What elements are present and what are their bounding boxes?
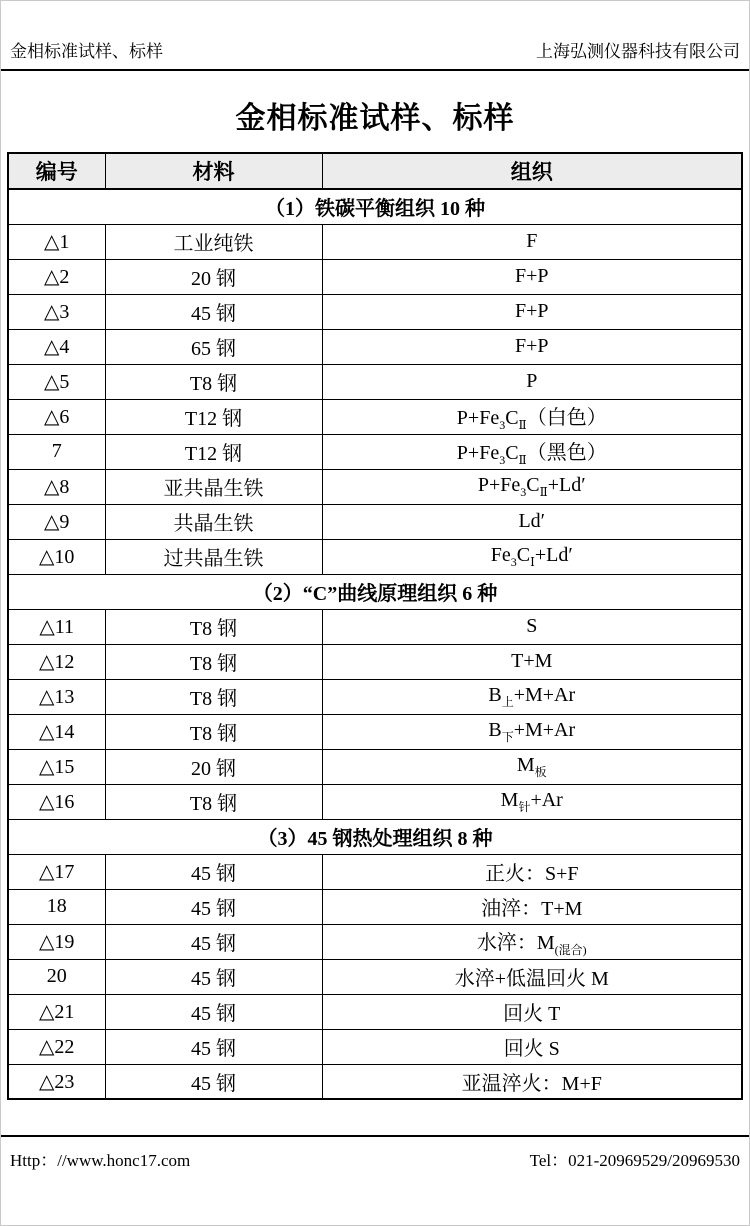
material-cell: 45 钢 (105, 854, 322, 889)
id-cell: △17 (8, 854, 105, 889)
page-footer (1, 1137, 749, 1171)
structure-cell: S (322, 609, 742, 644)
material-cell: 45 钢 (105, 1064, 322, 1099)
column-header-structure: 组织 (322, 153, 742, 189)
table-row (8, 399, 742, 434)
table-body (8, 189, 742, 1099)
table-row (8, 539, 742, 574)
id-cell: 18 (8, 889, 105, 924)
material-cell: 45 钢 (105, 924, 322, 959)
page-header-right: 上海弘测仪器科技有限公司 (536, 42, 740, 61)
table-row (8, 294, 742, 329)
table-row (8, 994, 742, 1029)
structure-cell: F+P (322, 294, 742, 329)
material-cell: 工业纯铁 (105, 224, 322, 259)
material-cell: T8 钢 (105, 609, 322, 644)
structure-cell: $B_下+M+Ar$ (322, 714, 742, 749)
table-row (8, 434, 742, 469)
column-header-id: 编号 (8, 153, 105, 189)
id-cell: △16 (8, 784, 105, 819)
id-cell: △15 (8, 749, 105, 784)
material-cell: T8 钢 (105, 714, 322, 749)
material-cell: 45 钢 (105, 294, 322, 329)
page-title: 金相标准试样、标样 (235, 102, 515, 135)
id-cell: △10 (8, 539, 105, 574)
structure-cell: 水淬+低温回火 M (322, 959, 742, 994)
table-row (8, 924, 742, 959)
material-cell: T12 钢 (105, 434, 322, 469)
id-cell: △9 (8, 504, 105, 539)
table-header-row (8, 153, 742, 189)
table-row (8, 714, 742, 749)
material-cell: 45 钢 (105, 959, 322, 994)
structure-cell: 亚温淬火：M+F (322, 1064, 742, 1099)
table-row (8, 364, 742, 399)
table-row (8, 609, 742, 644)
table-row (8, 329, 742, 364)
table-row (8, 889, 742, 924)
structure-cell: 回火 T (322, 994, 742, 1029)
id-cell: 7 (8, 434, 105, 469)
material-cell: 过共晶生铁 (105, 539, 322, 574)
page-header (1, 1, 749, 69)
structure-cell: $B_上+M+Ar$ (322, 679, 742, 714)
id-cell: △19 (8, 924, 105, 959)
table-row (8, 784, 742, 819)
id-cell: △8 (8, 469, 105, 504)
id-cell: △22 (8, 1029, 105, 1064)
material-cell: 20 钢 (105, 259, 322, 294)
table-row (8, 259, 742, 294)
table-row (8, 749, 742, 784)
material-cell: 亚共晶生铁 (105, 469, 322, 504)
id-cell: 20 (8, 959, 105, 994)
id-cell: △3 (8, 294, 105, 329)
header-rule (1, 69, 749, 71)
id-cell: △6 (8, 399, 105, 434)
section-row (8, 189, 742, 224)
material-cell: 65 钢 (105, 329, 322, 364)
page-header-left: 金相标准试样、标样 (10, 42, 163, 61)
structure-cell: F (322, 224, 742, 259)
table-row (8, 224, 742, 259)
material-cell: T8 钢 (105, 679, 322, 714)
table-row (8, 959, 742, 994)
material-cell: T12 钢 (105, 399, 322, 434)
structure-cell: $M_板$ (322, 749, 742, 784)
structure-cell: 回火 S (322, 1029, 742, 1064)
material-cell: T8 钢 (105, 784, 322, 819)
section-row (8, 574, 742, 609)
id-cell: △2 (8, 259, 105, 294)
page-footer-tel: Tel：021-20969529/20969530 (529, 1151, 740, 1170)
material-cell: 45 钢 (105, 889, 322, 924)
page-footer-url: Http：//www.honc17.com (10, 1151, 191, 1170)
column-header-material: 材料 (105, 153, 322, 189)
structure-cell: $Fe_3C_Ⅰ+Ld'$ (322, 539, 742, 574)
section-row (8, 819, 742, 854)
table-row (8, 469, 742, 504)
table-row (8, 1029, 742, 1064)
structure-cell: $P+Fe_3C_Ⅱ$（白色） (322, 399, 742, 434)
structure-cell: P (322, 364, 742, 399)
id-cell: △11 (8, 609, 105, 644)
material-cell: T8 钢 (105, 644, 322, 679)
table-row (8, 679, 742, 714)
table-row (8, 1064, 742, 1099)
id-cell: △5 (8, 364, 105, 399)
material-cell: 45 钢 (105, 1029, 322, 1064)
structure-cell: $M_针+Ar$ (322, 784, 742, 819)
material-cell: 共晶生铁 (105, 504, 322, 539)
structure-cell: Ld′ (322, 504, 742, 539)
id-cell: △21 (8, 994, 105, 1029)
id-cell: △4 (8, 329, 105, 364)
structure-cell: T+M (322, 644, 742, 679)
structure-cell: 油淬：T+M (322, 889, 742, 924)
section-heading: （1）铁碳平衡组织 10 种 (8, 189, 742, 224)
material-cell: 20 钢 (105, 749, 322, 784)
id-cell: △14 (8, 714, 105, 749)
table-row (8, 504, 742, 539)
structure-cell: $P+Fe_3C_Ⅱ$（黑色） (322, 434, 742, 469)
material-cell: T8 钢 (105, 364, 322, 399)
id-cell: △13 (8, 679, 105, 714)
id-cell: △12 (8, 644, 105, 679)
material-cell: 45 钢 (105, 994, 322, 1029)
id-cell: △1 (8, 224, 105, 259)
specimen-table (7, 152, 743, 1100)
section-heading: （3）45 钢热处理组织 8 种 (8, 819, 742, 854)
structure-cell: F+P (322, 259, 742, 294)
id-cell: △23 (8, 1064, 105, 1099)
structure-cell: 水淬：$M_{(混合)}$ (322, 924, 742, 959)
structure-cell: 正火：S+F (322, 854, 742, 889)
table-row (8, 854, 742, 889)
table-row (8, 644, 742, 679)
section-heading: （2）“C”曲线原理组织 6 种 (8, 574, 742, 609)
structure-cell: F+P (322, 329, 742, 364)
structure-cell: $P+Fe_3C_Ⅱ+Ld'$ (322, 469, 742, 504)
